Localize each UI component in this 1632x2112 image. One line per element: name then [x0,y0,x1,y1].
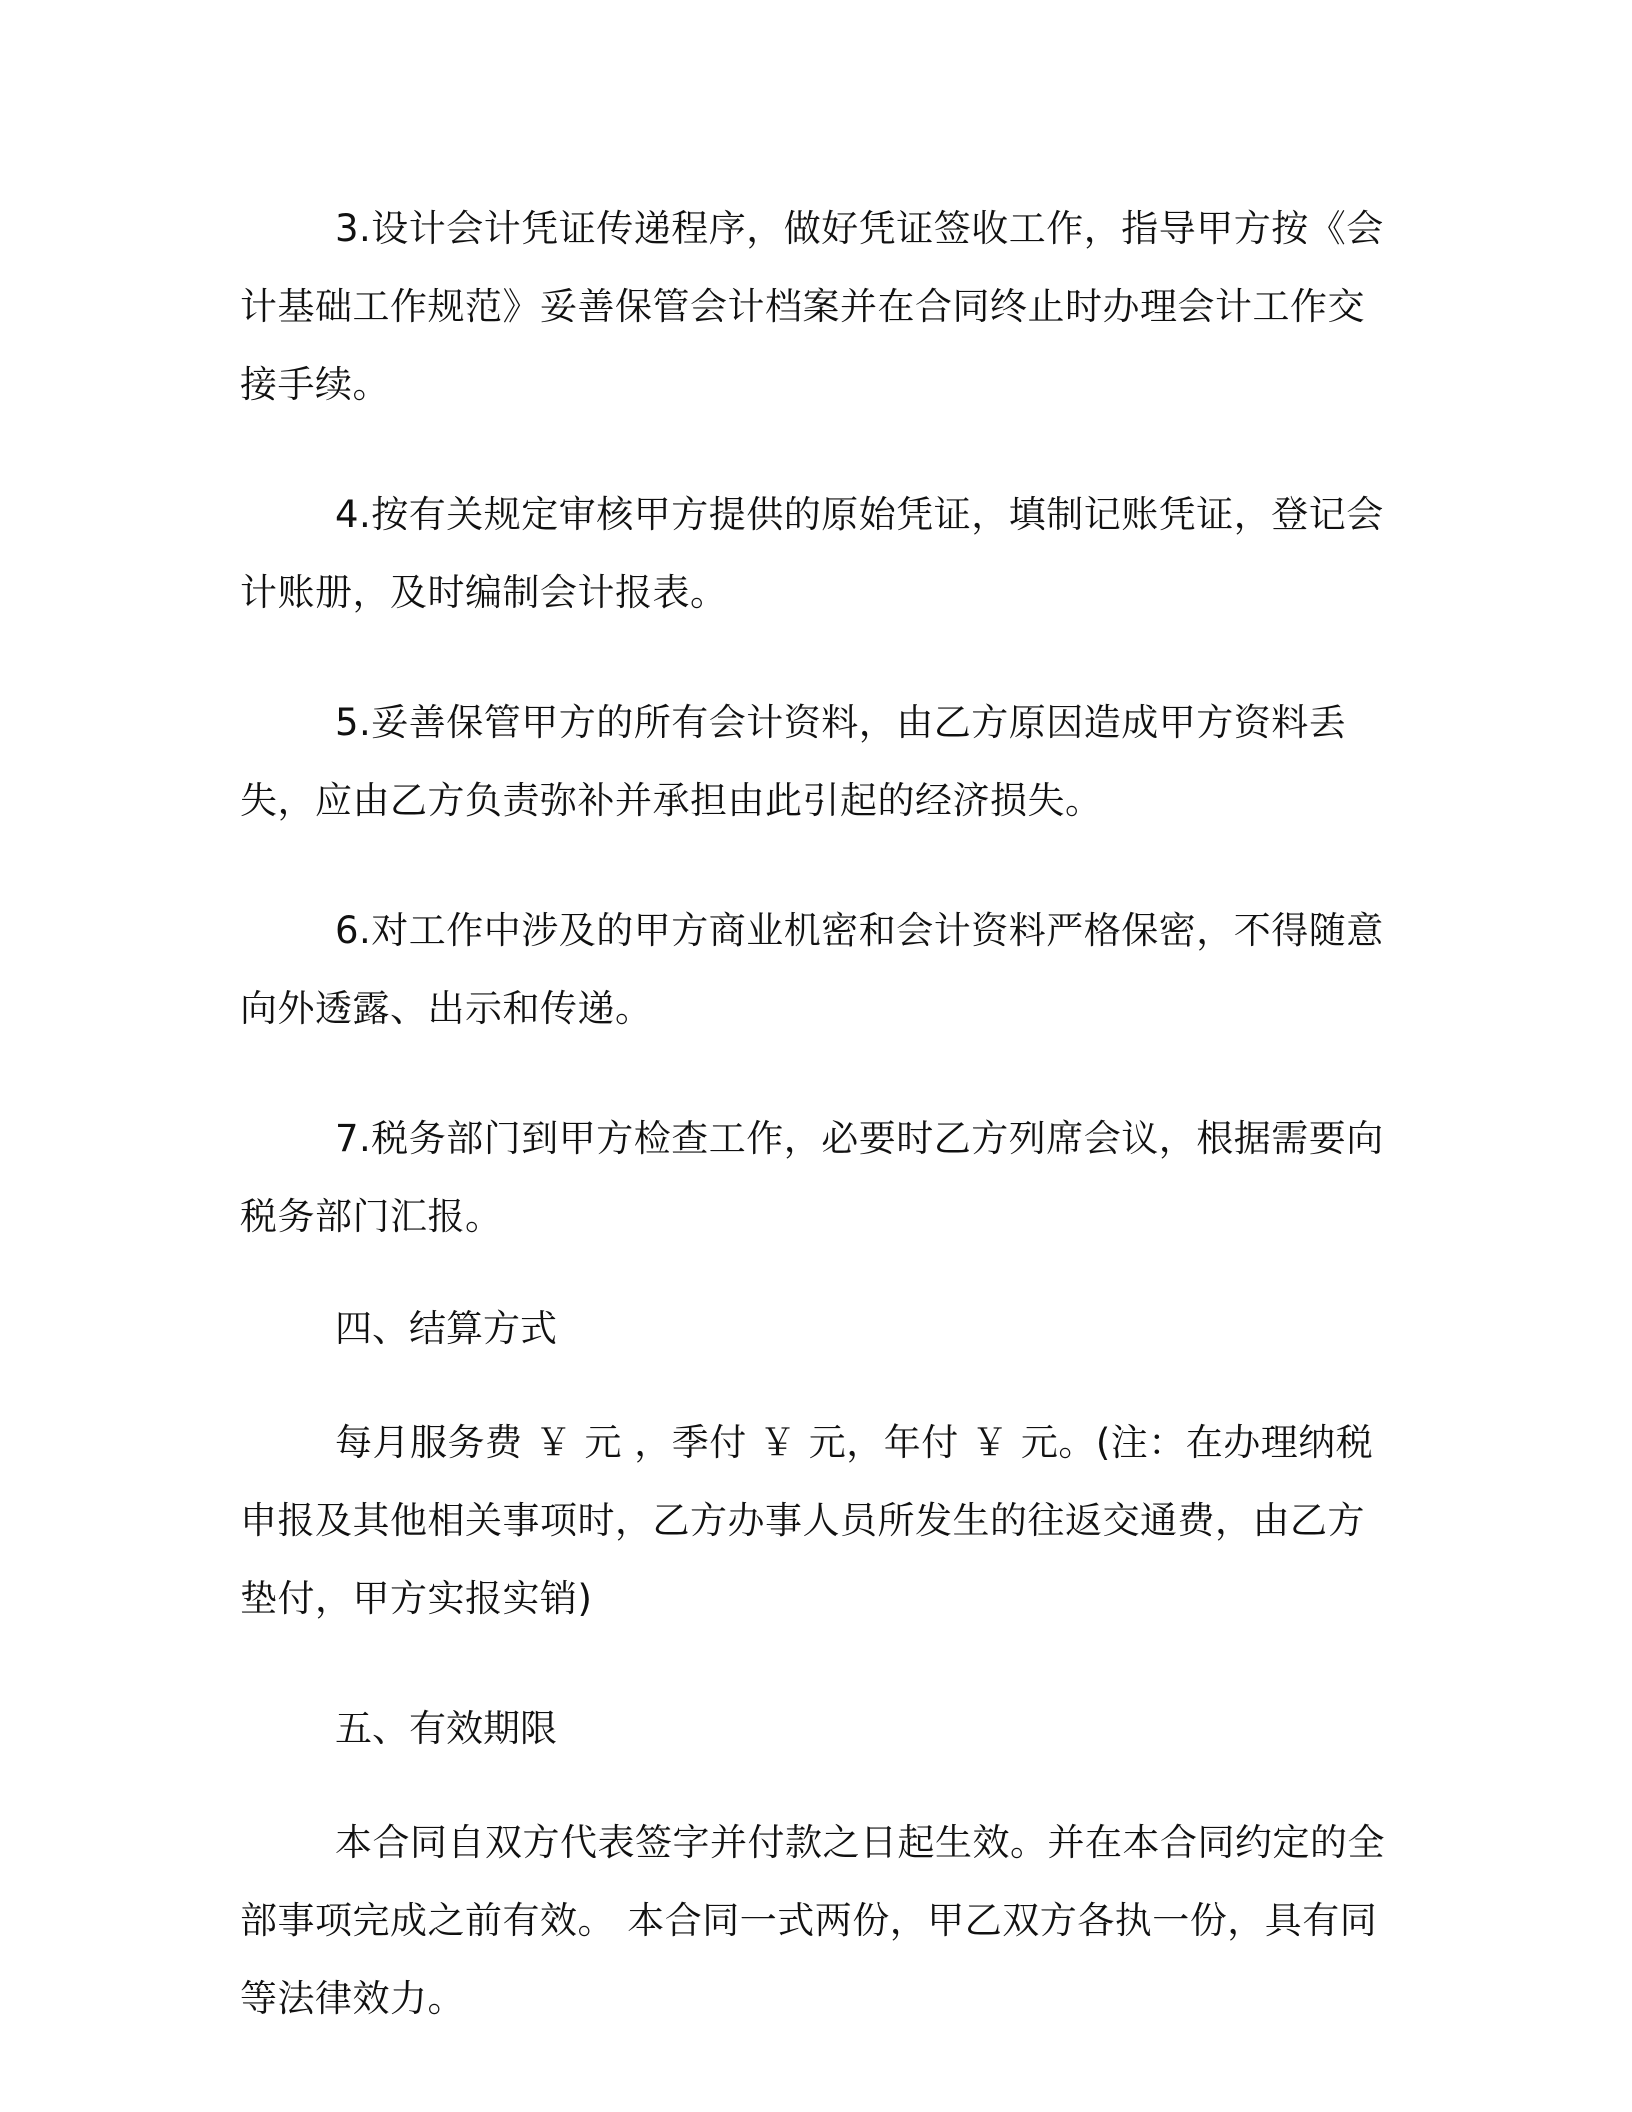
clause-4: 4.按有关规定审核甲方提供的原始凭证，填制记账凭证，登记会计账册，及时编制会计报表。 [240,493,1384,614]
validity-text: 本合同自双方代表签字并付款之日起生效。并在本合同约定的全部事项完成之前有效。 本合同一式两份，甲乙双方各执一份，具有同等法律效力。 [240,1821,1385,2020]
clause-5: 5.妥善保管甲方的所有会计资料，由乙方原因造成甲方资料丢失，应由乙方负责弥补并承担由此引起的经济损失。 [240,701,1347,822]
settlement-text: 每月服务费 ￥ 元 ，季付 ￥ 元，年付 ￥ 元。(注：在办理纳税申报及其他相关事项时，乙方办事人员所发生的往返交通费，由乙方垫付，甲方实报实销) [240,1421,1374,1620]
clause-6: 6.对工作中涉及的甲方商业机密和会计资料严格保密，不得随意向外透露、出示和传递。 [240,909,1384,1030]
section-4-heading: 四、结算方式 [335,1307,557,1350]
clause-3: 3.设计会计凭证传递程序，做好凭证签收工作，指导甲方按《会计基础工作规范》妥善保管会计档案并在合同终止时办理会计工作交接手续。 [240,207,1384,406]
document-body [240,190,1390,2090]
clause-7: 7.税务部门到甲方检查工作，必要时乙方列席会议，根据需要向税务部门汇报。 [240,1117,1384,1238]
section-5-heading: 五、有效期限 [335,1707,557,1750]
